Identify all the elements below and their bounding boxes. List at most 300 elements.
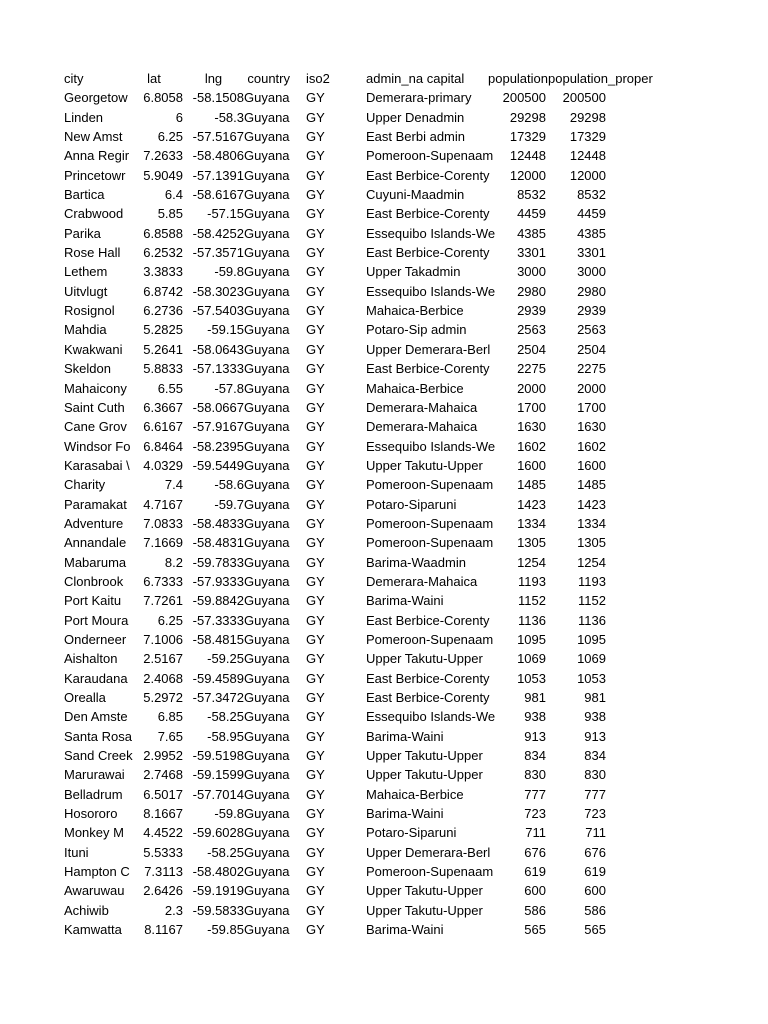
cell-admin-capital[interactable]: East Berbice-Corenty [366, 690, 490, 705]
cell-admin-capital[interactable]: Potaro-Siparuni [366, 825, 457, 841]
cell-iso2[interactable]: GY [306, 225, 325, 241]
cell-country[interactable]: Guyana [244, 535, 290, 551]
cell-lat[interactable]: 2.7468 [143, 767, 183, 783]
cell-country[interactable]: Guyana [244, 399, 290, 415]
cell-lat[interactable]: 6.2736 [143, 303, 183, 319]
cell-population-proper[interactable]: 565 [584, 922, 606, 938]
cell-country[interactable]: Guyana [244, 496, 290, 512]
cell-country[interactable]: Guyana [244, 322, 290, 338]
cell-lng[interactable]: -59.85 [207, 922, 244, 938]
cell-population-proper[interactable]: 1053 [577, 670, 606, 686]
cell-population-proper[interactable]: 981 [584, 690, 606, 705]
cell-lat[interactable]: 6.55 [157, 380, 183, 396]
cell-city[interactable]: Annandale [64, 535, 127, 551]
cell-population-proper[interactable]: 3301 [577, 245, 606, 261]
cell-iso2[interactable]: GY [306, 709, 325, 725]
cell-lat[interactable]: 6.5017 [143, 786, 183, 802]
cell-city[interactable]: Karaudana [64, 670, 128, 686]
cell-admin-capital[interactable]: Pomeroon-Supenaam [366, 148, 494, 164]
cell-admin-capital[interactable]: Demerara-primary [366, 90, 472, 106]
cell-population[interactable]: 938 [524, 709, 546, 725]
cell-population[interactable]: 2504 [517, 341, 546, 357]
cell-population-proper[interactable]: 1152 [578, 593, 606, 609]
cell-lat[interactable]: 5.5333 [143, 844, 183, 860]
cell-iso2[interactable]: GY [306, 264, 325, 280]
cell-lat[interactable]: 6.3667 [143, 399, 183, 415]
cell-country[interactable]: Guyana [244, 902, 290, 918]
cell-iso2[interactable]: GY [306, 380, 325, 396]
cell-city[interactable]: Onderneer [64, 631, 127, 647]
cell-population[interactable]: 2939 [517, 303, 546, 319]
cell-admin-capital[interactable]: East Berbice-Corenty [366, 670, 490, 686]
cell-admin-capital[interactable]: Mahaica-Berbice [366, 380, 464, 396]
cell-population[interactable]: 4459 [517, 206, 546, 222]
cell-city[interactable]: Paramakat [64, 496, 127, 512]
cell-iso2[interactable]: GY [306, 129, 325, 145]
cell-city[interactable]: New Amst [64, 129, 123, 145]
cell-iso2[interactable]: GY [306, 844, 325, 860]
cell-lng[interactable]: -57.9167 [192, 419, 244, 435]
cell-lng[interactable]: -58.25 [207, 844, 244, 860]
cell-lat[interactable]: 2.5167 [143, 651, 183, 667]
cell-lng[interactable]: -58.1508 [192, 90, 244, 106]
cell-city[interactable]: Marurawai [64, 767, 125, 783]
cell-lat[interactable]: 4.0329 [143, 457, 183, 473]
cell-iso2[interactable]: GY [306, 341, 325, 357]
cell-country[interactable]: Guyana [244, 380, 290, 396]
cell-country[interactable]: Guyana [244, 748, 290, 764]
cell-admin-capital[interactable]: Upper Takutu-Upper [366, 457, 483, 473]
cell-admin-capital[interactable]: Mahaica-Berbice [366, 786, 464, 802]
cell-lng[interactable]: -58.4815 [192, 631, 244, 647]
cell-lat[interactable]: 7.0833 [143, 515, 183, 531]
cell-population[interactable]: 1095 [517, 631, 546, 647]
cell-city[interactable]: Princetowr [64, 167, 126, 183]
cell-city[interactable]: Orealla [64, 690, 106, 705]
cell-iso2[interactable]: GY [306, 554, 325, 570]
cell-lng[interactable]: -57.8 [214, 380, 244, 396]
cell-iso2[interactable]: GY [306, 728, 325, 744]
cell-lng[interactable]: -57.5167 [192, 129, 244, 145]
cell-iso2[interactable]: GY [306, 593, 325, 609]
cell-lng[interactable]: -58.4833 [192, 515, 244, 531]
cell-lng[interactable]: -58.4802 [192, 864, 244, 880]
cell-iso2[interactable]: GY [306, 535, 325, 551]
cell-city[interactable]: Karasabai \ [64, 457, 130, 473]
cell-city[interactable]: Adventure [64, 515, 124, 531]
cell-lng[interactable]: -57.3571 [192, 245, 244, 261]
cell-lat[interactable]: 6.2532 [143, 245, 183, 261]
cell-lat[interactable]: 6.8464 [143, 438, 183, 454]
cell-admin-capital[interactable]: Barima-Waini [366, 922, 444, 938]
cell-city[interactable]: Port Kaitu [64, 593, 122, 609]
header-lat[interactable]: lat [147, 71, 161, 86]
cell-city[interactable]: Sand Creek [64, 748, 133, 764]
cell-population[interactable]: 8532 [517, 187, 546, 203]
cell-population-proper[interactable]: 1630 [577, 419, 606, 435]
cell-lng[interactable]: -57.5403 [192, 303, 244, 319]
cell-admin-capital[interactable]: Upper Takutu-Upper [366, 902, 483, 918]
cell-lng[interactable]: -57.9333 [192, 573, 244, 589]
cell-population[interactable]: 619 [524, 864, 546, 880]
cell-city[interactable]: Charity [64, 477, 106, 493]
cell-country[interactable]: Guyana [244, 283, 290, 299]
cell-country[interactable]: Guyana [244, 167, 290, 183]
cell-lat[interactable]: 4.4522 [143, 825, 183, 841]
cell-population[interactable]: 1152 [518, 593, 546, 609]
cell-iso2[interactable]: GY [306, 438, 325, 454]
cell-lat[interactable]: 6 [175, 109, 183, 125]
cell-admin-capital[interactable]: Pomeroon-Supenaam [366, 631, 494, 647]
cell-admin-capital[interactable]: East Berbice-Corenty [366, 361, 490, 377]
cell-country[interactable]: Guyana [244, 573, 290, 589]
cell-population[interactable]: 1254 [517, 554, 546, 570]
cell-population-proper[interactable]: 586 [584, 902, 606, 918]
cell-admin-capital[interactable]: Pomeroon-Supenaam [366, 535, 494, 551]
cell-lng[interactable]: -59.5833 [192, 902, 244, 918]
cell-lng[interactable]: -59.4589 [192, 670, 244, 686]
cell-population-proper[interactable]: 1700 [577, 399, 606, 415]
cell-population-proper[interactable]: 619 [584, 864, 606, 880]
cell-population[interactable]: 4385 [517, 225, 546, 241]
cell-population-proper[interactable]: 676 [584, 844, 606, 860]
cell-city[interactable]: Crabwood [64, 206, 124, 222]
cell-country[interactable]: Guyana [244, 593, 290, 609]
cell-population-proper[interactable]: 4385 [577, 225, 606, 241]
cell-iso2[interactable]: GY [306, 496, 325, 512]
cell-country[interactable]: Guyana [244, 554, 290, 570]
cell-country[interactable]: Guyana [244, 90, 290, 106]
cell-city[interactable]: Mahaicony [64, 380, 127, 396]
cell-population[interactable]: 777 [524, 786, 546, 802]
cell-city[interactable]: Cane Grov [64, 419, 127, 435]
cell-iso2[interactable]: GY [306, 322, 325, 338]
cell-city[interactable]: Saint Cuth [64, 399, 125, 415]
cell-iso2[interactable]: GY [306, 90, 325, 106]
cell-population[interactable]: 12448 [509, 148, 546, 164]
header-city[interactable]: city [64, 71, 84, 86]
cell-city[interactable]: Kwakwani [64, 341, 123, 357]
cell-country[interactable]: Guyana [244, 670, 290, 686]
cell-city[interactable]: Clonbrook [64, 573, 124, 589]
cell-lat[interactable]: 6.25 [157, 612, 183, 628]
cell-population-proper[interactable]: 1095 [577, 631, 606, 647]
cell-city[interactable]: Skeldon [64, 361, 111, 377]
cell-country[interactable]: Guyana [244, 651, 290, 667]
cell-city[interactable]: Kamwatta [64, 922, 122, 938]
cell-country[interactable]: Guyana [244, 864, 290, 880]
cell-country[interactable]: Guyana [244, 438, 290, 454]
cell-lng[interactable]: -57.3472 [192, 690, 244, 705]
cell-admin-capital[interactable]: Upper Takadmin [366, 264, 461, 280]
cell-population[interactable]: 1423 [517, 496, 546, 512]
cell-iso2[interactable]: GY [306, 419, 325, 435]
cell-lng[interactable]: -58.3023 [192, 283, 244, 299]
cell-lat[interactable]: 8.1667 [143, 806, 183, 822]
cell-population[interactable]: 676 [524, 844, 546, 860]
cell-population[interactable]: 600 [524, 883, 546, 899]
cell-iso2[interactable]: GY [306, 767, 325, 783]
cell-lat[interactable]: 3.3833 [143, 264, 183, 280]
cell-iso2[interactable]: GY [306, 922, 325, 938]
cell-admin-capital[interactable]: Barima-Waini [366, 728, 444, 744]
cell-lat[interactable]: 6.8742 [143, 283, 183, 299]
cell-population-proper[interactable]: 913 [584, 728, 606, 744]
cell-country[interactable]: Guyana [244, 206, 290, 222]
cell-city[interactable]: Santa Rosa [64, 728, 132, 744]
cell-population-proper[interactable]: 2000 [577, 380, 606, 396]
cell-lng[interactable]: -58.3 [214, 109, 244, 125]
cell-city[interactable]: Port Moura [64, 612, 129, 628]
cell-population[interactable]: 1136 [518, 612, 546, 628]
cell-iso2[interactable]: GY [306, 457, 325, 473]
cell-country[interactable]: Guyana [244, 148, 290, 164]
cell-iso2[interactable]: GY [306, 399, 325, 415]
cell-admin-capital[interactable]: Potaro-Sip admin [366, 322, 467, 338]
cell-country[interactable]: Guyana [244, 767, 290, 783]
cell-city[interactable]: Georgetow [64, 90, 128, 106]
cell-iso2[interactable]: GY [306, 167, 325, 183]
cell-iso2[interactable]: GY [306, 786, 325, 802]
cell-admin-capital[interactable]: Cuyuni-Maadmin [366, 187, 465, 203]
cell-admin-capital[interactable]: Upper Takutu-Upper [366, 883, 483, 899]
cell-population-proper[interactable]: 1193 [578, 573, 606, 589]
cell-admin-capital[interactable]: Potaro-Siparuni [366, 496, 457, 512]
cell-country[interactable]: Guyana [244, 361, 290, 377]
cell-population[interactable]: 2000 [517, 380, 546, 396]
cell-population-proper[interactable]: 3000 [577, 264, 606, 280]
cell-admin-capital[interactable]: Upper Takutu-Upper [366, 767, 483, 783]
cell-admin-capital[interactable]: Essequibo Islands-We [366, 283, 496, 299]
cell-city[interactable]: Rose Hall [64, 245, 121, 261]
cell-population-proper[interactable]: 1485 [577, 477, 606, 493]
cell-population-proper[interactable]: 711 [585, 825, 606, 841]
cell-lng[interactable]: -58.6167 [192, 187, 244, 203]
cell-population[interactable]: 1700 [517, 399, 546, 415]
cell-population-proper[interactable]: 12448 [569, 148, 606, 164]
cell-lng[interactable]: -59.15 [207, 322, 244, 338]
cell-lng[interactable]: -57.7014 [192, 786, 244, 802]
cell-lat[interactable]: 7.4 [164, 477, 183, 493]
cell-lng[interactable]: -59.25 [207, 651, 244, 667]
cell-population-proper[interactable]: 4459 [577, 206, 606, 222]
cell-population[interactable]: 1193 [518, 573, 546, 589]
cell-lng[interactable]: -57.3333 [192, 612, 244, 628]
cell-lat[interactable]: 7.65 [157, 728, 183, 744]
cell-lng[interactable]: -59.5449 [192, 457, 244, 473]
cell-lng[interactable]: -58.2395 [192, 438, 244, 454]
cell-iso2[interactable]: GY [306, 573, 325, 589]
cell-lat[interactable]: 4.7167 [143, 496, 183, 512]
cell-country[interactable]: Guyana [244, 419, 290, 435]
cell-lng[interactable]: -59.1919 [192, 883, 244, 899]
cell-admin-capital[interactable]: Barima-Waini [366, 593, 444, 609]
header-iso2[interactable]: iso2 [306, 71, 330, 86]
cell-population-proper[interactable]: 2563 [577, 322, 606, 338]
cell-lat[interactable]: 2.4068 [143, 670, 183, 686]
cell-lat[interactable]: 5.85 [157, 206, 183, 222]
cell-population-proper[interactable]: 1254 [577, 554, 606, 570]
cell-admin-capital[interactable]: Demerara-Mahaica [366, 573, 478, 589]
cell-population-proper[interactable]: 600 [584, 883, 606, 899]
cell-lat[interactable]: 6.6167 [143, 419, 183, 435]
cell-lat[interactable]: 5.2972 [143, 690, 183, 705]
cell-country[interactable]: Guyana [244, 709, 290, 725]
cell-country[interactable]: Guyana [244, 129, 290, 145]
cell-country[interactable]: Guyana [244, 457, 290, 473]
cell-population[interactable]: 1069 [517, 651, 546, 667]
cell-lat[interactable]: 8.1167 [144, 922, 183, 938]
cell-lng[interactable]: -57.15 [207, 206, 244, 222]
cell-population[interactable]: 723 [524, 806, 546, 822]
cell-city[interactable]: Monkey M [64, 825, 124, 841]
cell-population[interactable]: 1600 [517, 457, 546, 473]
cell-lng[interactable]: -59.7833 [192, 554, 244, 570]
cell-iso2[interactable]: GY [306, 806, 325, 822]
cell-admin-capital[interactable]: East Berbice-Corenty [366, 612, 490, 628]
cell-admin-capital[interactable]: Upper Takutu-Upper [366, 651, 483, 667]
cell-population[interactable]: 2563 [517, 322, 546, 338]
cell-city[interactable]: Mahdia [64, 322, 107, 338]
cell-population-proper[interactable]: 1602 [577, 438, 606, 454]
cell-population[interactable]: 711 [525, 825, 546, 841]
cell-admin-capital[interactable]: Upper Demerara-Berl [366, 844, 491, 860]
cell-population-proper[interactable]: 1423 [577, 496, 606, 512]
cell-iso2[interactable]: GY [306, 283, 325, 299]
cell-population[interactable]: 17329 [509, 129, 546, 145]
cell-city[interactable]: Parika [64, 225, 101, 241]
cell-admin-capital[interactable]: Pomeroon-Supenaam [366, 477, 494, 493]
cell-iso2[interactable]: GY [306, 148, 325, 164]
cell-lng[interactable]: -57.1391 [192, 167, 244, 183]
cell-population-proper[interactable]: 777 [584, 786, 606, 802]
cell-city[interactable]: Mabaruma [64, 554, 127, 570]
cell-country[interactable]: Guyana [244, 303, 290, 319]
cell-iso2[interactable]: GY [306, 477, 325, 493]
cell-admin-capital[interactable]: Barima-Waini [366, 806, 444, 822]
cell-country[interactable]: Guyana [244, 786, 290, 802]
cell-lng[interactable]: -58.25 [207, 709, 244, 725]
cell-lat[interactable]: 5.8833 [143, 361, 183, 377]
cell-city[interactable]: Achiwib [64, 902, 109, 918]
cell-city[interactable]: Windsor Fo [64, 438, 131, 454]
cell-iso2[interactable]: GY [306, 206, 325, 222]
cell-lat[interactable]: 6.25 [157, 129, 183, 145]
cell-iso2[interactable]: GY [306, 902, 325, 918]
cell-lng[interactable]: -57.1333 [192, 361, 244, 377]
cell-city[interactable]: Den Amste [64, 709, 128, 725]
cell-city[interactable]: Linden [64, 109, 104, 125]
cell-lng[interactable]: -59.8842 [192, 593, 244, 609]
cell-admin-capital[interactable]: Upper Denadmin [366, 109, 465, 125]
cell-lat[interactable]: 7.3113 [144, 864, 183, 880]
cell-population[interactable]: 586 [524, 902, 546, 918]
cell-population-proper[interactable]: 1136 [578, 612, 606, 628]
cell-population[interactable]: 3000 [517, 264, 546, 280]
cell-city[interactable]: Bartica [64, 187, 105, 203]
cell-lng[interactable]: -58.95 [207, 728, 244, 744]
cell-country[interactable]: Guyana [244, 631, 290, 647]
cell-city[interactable]: Lethem [64, 264, 108, 280]
cell-population-proper[interactable]: 2275 [577, 361, 606, 377]
cell-country[interactable]: Guyana [244, 477, 290, 493]
cell-iso2[interactable]: GY [306, 361, 325, 377]
cell-lat[interactable]: 5.2641 [143, 341, 183, 357]
cell-population[interactable]: 1334 [517, 515, 546, 531]
cell-population-proper[interactable]: 200500 [562, 90, 606, 106]
cell-population[interactable]: 3301 [517, 245, 546, 261]
cell-city[interactable]: Hosororo [64, 806, 118, 822]
cell-country[interactable]: Guyana [244, 264, 290, 280]
cell-city[interactable]: Belladrum [64, 786, 123, 802]
cell-iso2[interactable]: GY [306, 883, 325, 899]
cell-population[interactable]: 981 [524, 690, 546, 705]
header-country[interactable]: country [247, 71, 290, 86]
cell-city[interactable]: Anna Regir [64, 148, 130, 164]
cell-admin-capital[interactable]: Mahaica-Berbice [366, 303, 464, 319]
cell-city[interactable]: Awaruwau [64, 883, 125, 899]
cell-population-proper[interactable]: 2980 [577, 283, 606, 299]
cell-lng[interactable]: -59.5198 [192, 748, 244, 764]
cell-population[interactable]: 913 [524, 728, 546, 744]
cell-lat[interactable]: 6.7333 [143, 573, 183, 589]
cell-country[interactable]: Guyana [244, 883, 290, 899]
cell-admin-capital[interactable]: Pomeroon-Supenaam [366, 515, 494, 531]
cell-city[interactable]: Hampton C [64, 864, 130, 880]
cell-admin-capital[interactable]: Upper Takutu-Upper [366, 748, 483, 764]
cell-lat[interactable]: 6.8588 [143, 225, 183, 241]
cell-population[interactable]: 2980 [517, 283, 546, 299]
cell-country[interactable]: Guyana [244, 844, 290, 860]
cell-admin-capital[interactable]: Upper Demerara-Berl [366, 341, 491, 357]
cell-city[interactable]: Aishalton [64, 651, 118, 667]
cell-lng[interactable]: -58.6 [214, 477, 244, 493]
cell-admin-capital[interactable]: Essequibo Islands-We [366, 438, 496, 454]
cell-population-proper[interactable]: 1334 [577, 515, 606, 531]
cell-country[interactable]: Guyana [244, 825, 290, 841]
cell-lng[interactable]: -58.4252 [192, 225, 244, 241]
header-population[interactable]: population [488, 71, 548, 86]
cell-iso2[interactable]: GY [306, 245, 325, 261]
cell-admin-capital[interactable]: Demerara-Mahaica [366, 419, 478, 435]
cell-country[interactable]: Guyana [244, 612, 290, 628]
cell-lat[interactable]: 6.4 [164, 187, 183, 203]
cell-city[interactable]: Ituni [64, 844, 89, 860]
cell-population-proper[interactable]: 1069 [577, 651, 606, 667]
cell-population-proper[interactable]: 2504 [577, 341, 606, 357]
cell-population[interactable]: 1305 [517, 535, 546, 551]
cell-country[interactable]: Guyana [244, 109, 290, 125]
cell-lat[interactable]: 8.2 [164, 554, 183, 570]
cell-population[interactable]: 1485 [517, 477, 546, 493]
cell-population[interactable]: 830 [524, 767, 546, 783]
cell-country[interactable]: Guyana [244, 341, 290, 357]
cell-population[interactable]: 834 [524, 748, 546, 764]
cell-admin-capital[interactable]: Essequibo Islands-We [366, 225, 496, 241]
cell-lng[interactable]: -58.0667 [192, 399, 244, 415]
cell-lat[interactable]: 7.1669 [143, 535, 183, 551]
cell-admin-capital[interactable]: East Berbice-Corenty [366, 245, 490, 261]
cell-lat[interactable]: 5.9049 [143, 167, 183, 183]
cell-lng[interactable]: -59.6028 [192, 825, 244, 841]
header-admin-capital[interactable]: admin_na capital [366, 71, 465, 86]
cell-iso2[interactable]: GY [306, 109, 325, 125]
cell-lng[interactable]: -59.8 [214, 264, 244, 280]
cell-lat[interactable]: 6.8058 [143, 90, 183, 106]
cell-population-proper[interactable]: 1305 [577, 535, 606, 551]
cell-iso2[interactable]: GY [306, 748, 325, 764]
cell-country[interactable]: Guyana [244, 187, 290, 203]
